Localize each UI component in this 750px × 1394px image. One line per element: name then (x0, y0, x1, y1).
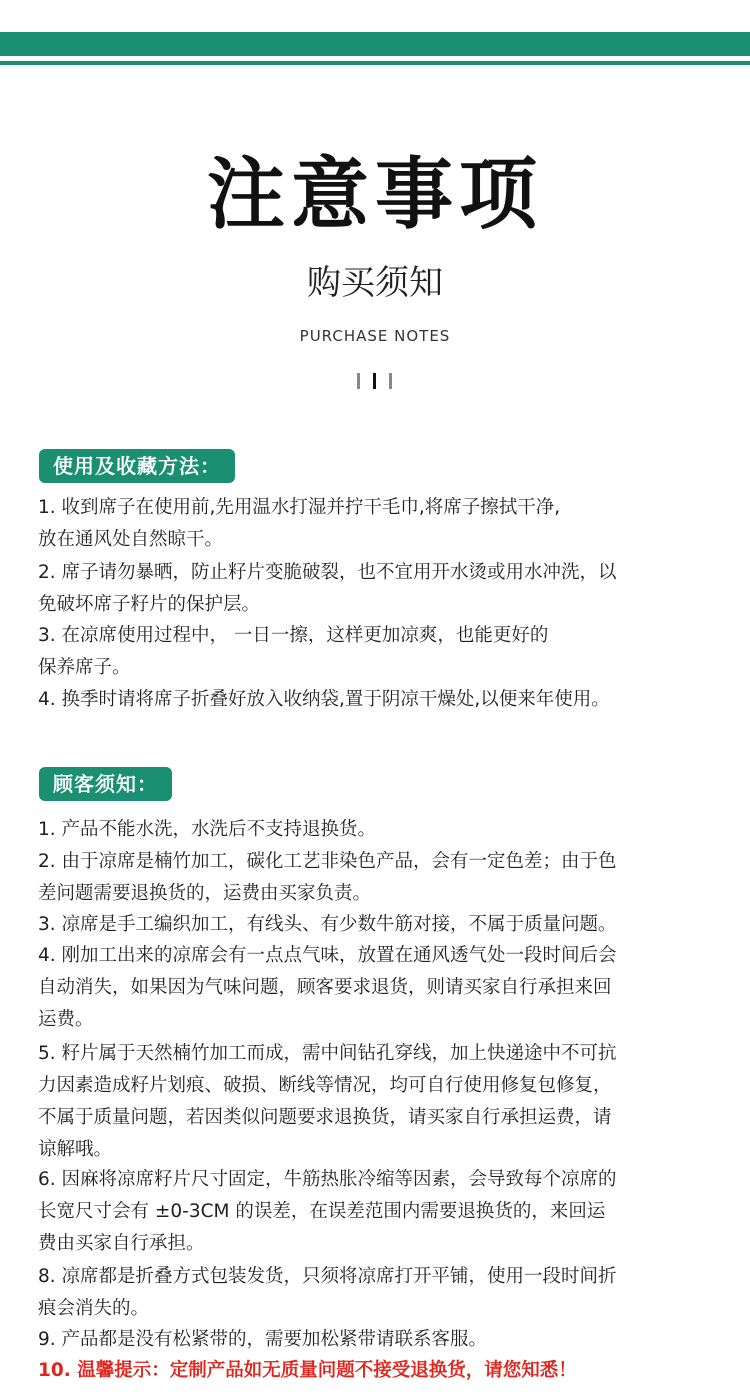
customer-item-line: 9. 产品都是没有松紧带的，需要加松紧带请联系客服。 (38, 1329, 488, 1350)
customer-item-line: 4. 刚加工出来的凉席会有一点点气味，放置在通风透气处一段时间后会 (38, 945, 617, 966)
usage-item-4 (38, 684, 718, 716)
usage-item-line: 4. 换季时请将席子折叠好放入收纳袋,置于阴凉干燥处,以便来年使用。 (38, 689, 610, 710)
customer-item-3 (38, 909, 718, 941)
customer-item-2 (38, 846, 718, 910)
usage-item-line: 2. 席子请勿暴晒，防止籽片变脆破裂，也不宜用开水烫或用水冲洗，以 (38, 562, 617, 583)
divider-bars (357, 373, 397, 389)
page-title: 注意事项 (206, 150, 543, 240)
customer-item-line: 1. 产品不能水洗，水洗后不支持退换货。 (38, 819, 377, 840)
usage-item-line: 保养席子。 (38, 657, 131, 678)
customer-item-5 (38, 1038, 718, 1166)
customer-item-line: 运费。 (38, 1009, 94, 1030)
usage-item-line: 1. 收到席子在使用前,先用温水打湿并拧干毛巾,将席子擦拭干净, (38, 497, 561, 518)
top-accent-line (0, 61, 750, 65)
customer-item-4 (38, 940, 718, 1036)
customer-item-line: 差问题需要退换货的，运费由买家负责。 (38, 883, 372, 904)
divider-bar (389, 373, 392, 389)
customer-item-line: 力因素造成籽片划痕、破损、断线等情况，均可自行使用修复包修复， (38, 1075, 612, 1096)
customer-item-9 (38, 1324, 718, 1356)
divider-bar (373, 373, 376, 389)
usage-item-2 (38, 557, 718, 621)
usage-item-line: 3. 在凉席使用过程中， 一日一擦，这样更加凉爽，也能更好的 (38, 625, 549, 646)
usage-item-line: 免破坏席子籽片的保护层。 (38, 594, 261, 615)
customer-item-line: 谅解哦。 (38, 1139, 113, 1160)
warning-note: 10. 温馨提示：定制产品如无质量问题不接受退换货，请您知悉！ (38, 1360, 577, 1381)
customer-item-line: 2. 由于凉席是楠竹加工，碳化工艺非染色产品，会有一定色差；由于色 (38, 851, 617, 872)
customer-item-6 (38, 1164, 718, 1260)
customer-item-line: 3. 凉席是手工编织加工，有线头、有少数牛筋对接，不属于质量问题。 (38, 914, 617, 935)
customer-item-line: 5. 籽片属于天然楠竹加工而成，需中间钻孔穿线，加上快递途中不可抗 (38, 1043, 617, 1064)
usage-item-3 (38, 620, 718, 684)
customer-item-line: 6. 因麻将凉席籽片尺寸固定，牛筋热胀冷缩等因素，会导致每个凉席的 (38, 1169, 617, 1190)
customer-item-8 (38, 1261, 718, 1325)
customer-item-1 (38, 814, 718, 846)
customer-item-line: 不属于质量问题，若因类似问题要求退换货，请买家自行承担运费，请 (38, 1107, 612, 1128)
page-subtitle: 购买须知 (307, 263, 443, 303)
usage-item-line: 放在通风处自然晾干。 (38, 529, 224, 550)
customer-item-line: 痕会消失的。 (38, 1298, 150, 1319)
customer-item-line: 8. 凉席都是折叠方式包装发货，只须将凉席打开平铺，使用一段时间折 (38, 1266, 617, 1287)
customer-item-line: 自动消失，如果因为气味问题，顾客要求退货，则请买家自行承担来回 (38, 977, 612, 998)
top-accent-band (0, 32, 750, 56)
english-subtitle: PURCHASE NOTES (299, 327, 451, 345)
usage-item-1 (38, 492, 718, 556)
customer-heading-badge: 顾客须知： (39, 767, 172, 801)
usage-heading-badge: 使用及收藏方法： (39, 449, 235, 483)
divider-bar (357, 373, 360, 389)
customer-item-line: 费由买家自行承担。 (38, 1233, 205, 1254)
customer-item-line: 长宽尺寸会有 ±0-3CM 的误差，在误差范围内需要退换货的，来回运 (38, 1201, 606, 1222)
